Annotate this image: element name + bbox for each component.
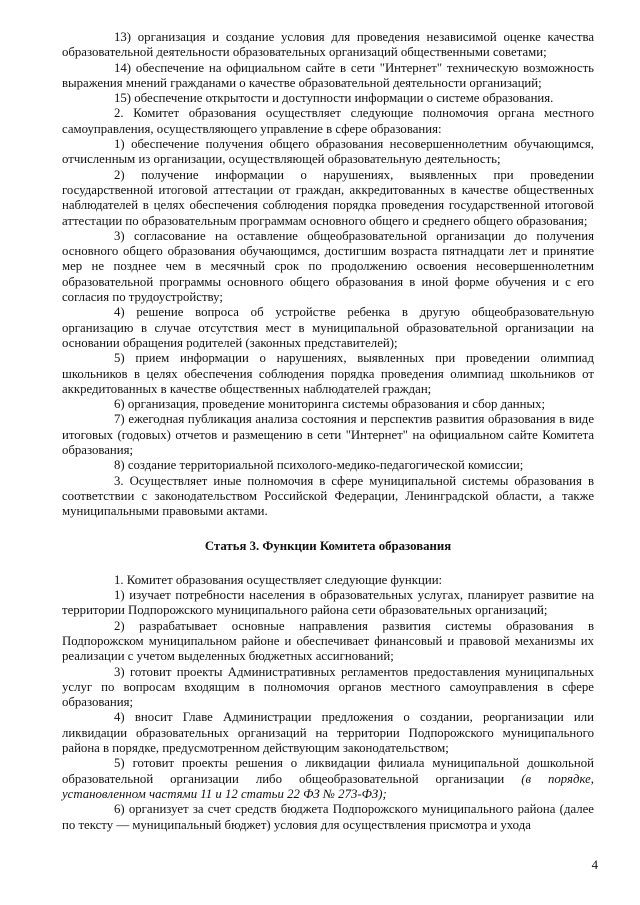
paragraph-14: 14) обеспечение на официальном сайте в сети "Интернет" техническую возможность выражения мнений гражданами о качестве образовательной деятельности организаций; <box>62 60 594 90</box>
paragraph-15: 15) обеспечение открытости и доступности информации о системе образования. <box>114 91 554 106</box>
paragraph-2-6: 6) организация, проведение мониторинга системы образования и сбор данных; <box>114 397 546 412</box>
function-5-text: 5) готовит проекты решения о ликвидации филиала муниципальной дошкольной образовательной организации либо общеобразовательной организации <box>62 756 594 786</box>
function-5-reference: (в порядке, установленном частями 11 и 12 статьи 22 ФЗ № 273-ФЗ); <box>62 771 595 801</box>
page-number: 4 <box>591 858 598 872</box>
function-5 <box>62 756 594 802</box>
paragraph-2-4: 4) решение вопроса об устройстве ребенка в другую общеобразовательную организацию в случае отсутствия мест в муниципальной образовательной организации на основании обращения родителей (законных представителей); <box>62 305 594 350</box>
function-4: 4) вносит Главе Администрации предложения о создании, реорганизации или ликвидации образовательных организаций на территории Подпорожского муниципального района в порядке, предусмотренном действующим законодательством; <box>62 710 594 756</box>
paragraph-13: 13) организация и создание условия для проведения независимой оценке качества образовательной деятельности образовательных организаций общественными советами; <box>62 30 594 60</box>
functions-intro: 1. Комитет образования осуществляет следующие функции: <box>114 572 443 587</box>
function-6: 6) организует за счет средств бюджета Подпорожского муниципального района (далее по тексту — муниципальный бюджет) условия для осуществления присмотра и ухода <box>62 802 594 832</box>
paragraph-section-2: 2. Комитет образования осуществляет следующие полномочия органа местного самоуправления, осуществляющего управление в сфере образования: <box>62 106 594 136</box>
article-heading: Статья 3. Функции Комитета образования <box>204 538 452 553</box>
function-3: 3) готовит проекты Административных регламентов предоставления муниципальных услуг по вопросам входящим в полномочия органов местного самоуправления в сфере образования; <box>62 664 594 710</box>
function-1: 1) изучает потребности населения в образовательных услугах, планирует развитие на территории Подпорожского муниципального района сети образовательных организаций; <box>62 588 594 618</box>
paragraph-2-1: 1) обеспечение получения общего образования несовершеннолетним обучающимся, отчисленным из организации, осуществляющей образовательную деятельность; <box>62 137 594 167</box>
paragraph-2-2: 2) получение информации о нарушениях, выявленных при проведении государственной итоговой аттестации от граждан, аккредитованных в качестве общественных наблюдателей в целях обеспечения соблюдения порядка проведения государственной итоговой аттестации по образовательным программам основного общего и среднего общего образования; <box>62 167 594 228</box>
function-2: 2) разрабатывает основные направления развития системы образования в Подпорожском муниципальном районе и обеспечивает финансовый и правовой механизмы их реализации с учетом выделенных бюджетных ассигнований; <box>62 618 594 664</box>
document-page <box>62 30 594 833</box>
paragraph-section-3: 3. Осуществляет иные полномочия в сфере муниципальной системы образования в соответствии с законодательством Российской Федерации, Ленинградской области, а также муниципальными правовыми актами. <box>62 473 594 519</box>
paragraph-2-8: 8) создание территориальной психолого-медико-педагогической комиссии; <box>114 458 524 473</box>
paragraph-2-3: 3) согласование на оставление общеобразовательной организации до получения основного общего образования обучающимся, достигшим возраста пятнадцати лет и принятие мер не позднее чем в месячный срок по продолжению освоения несовершеннолетним образовательной программы основного общего образования в иной форме обучения и с его согласия по трудоустройству; <box>62 228 594 305</box>
paragraph-2-5: 5) прием информации о нарушениях, выявленных при проведении олимпиад школьников в целях обеспечения соблюдения порядка проведения олимпиад школьников от аккредитованных в качестве общественных наблюдателей граждан; <box>62 351 594 396</box>
paragraph-2-7: 7) ежегодная публикация анализа состояния и перспектив развития образования в виде итоговых (годовых) отчетов и размещению в сети "Интернет" на официальном сайте Комитета образования; <box>62 412 594 458</box>
